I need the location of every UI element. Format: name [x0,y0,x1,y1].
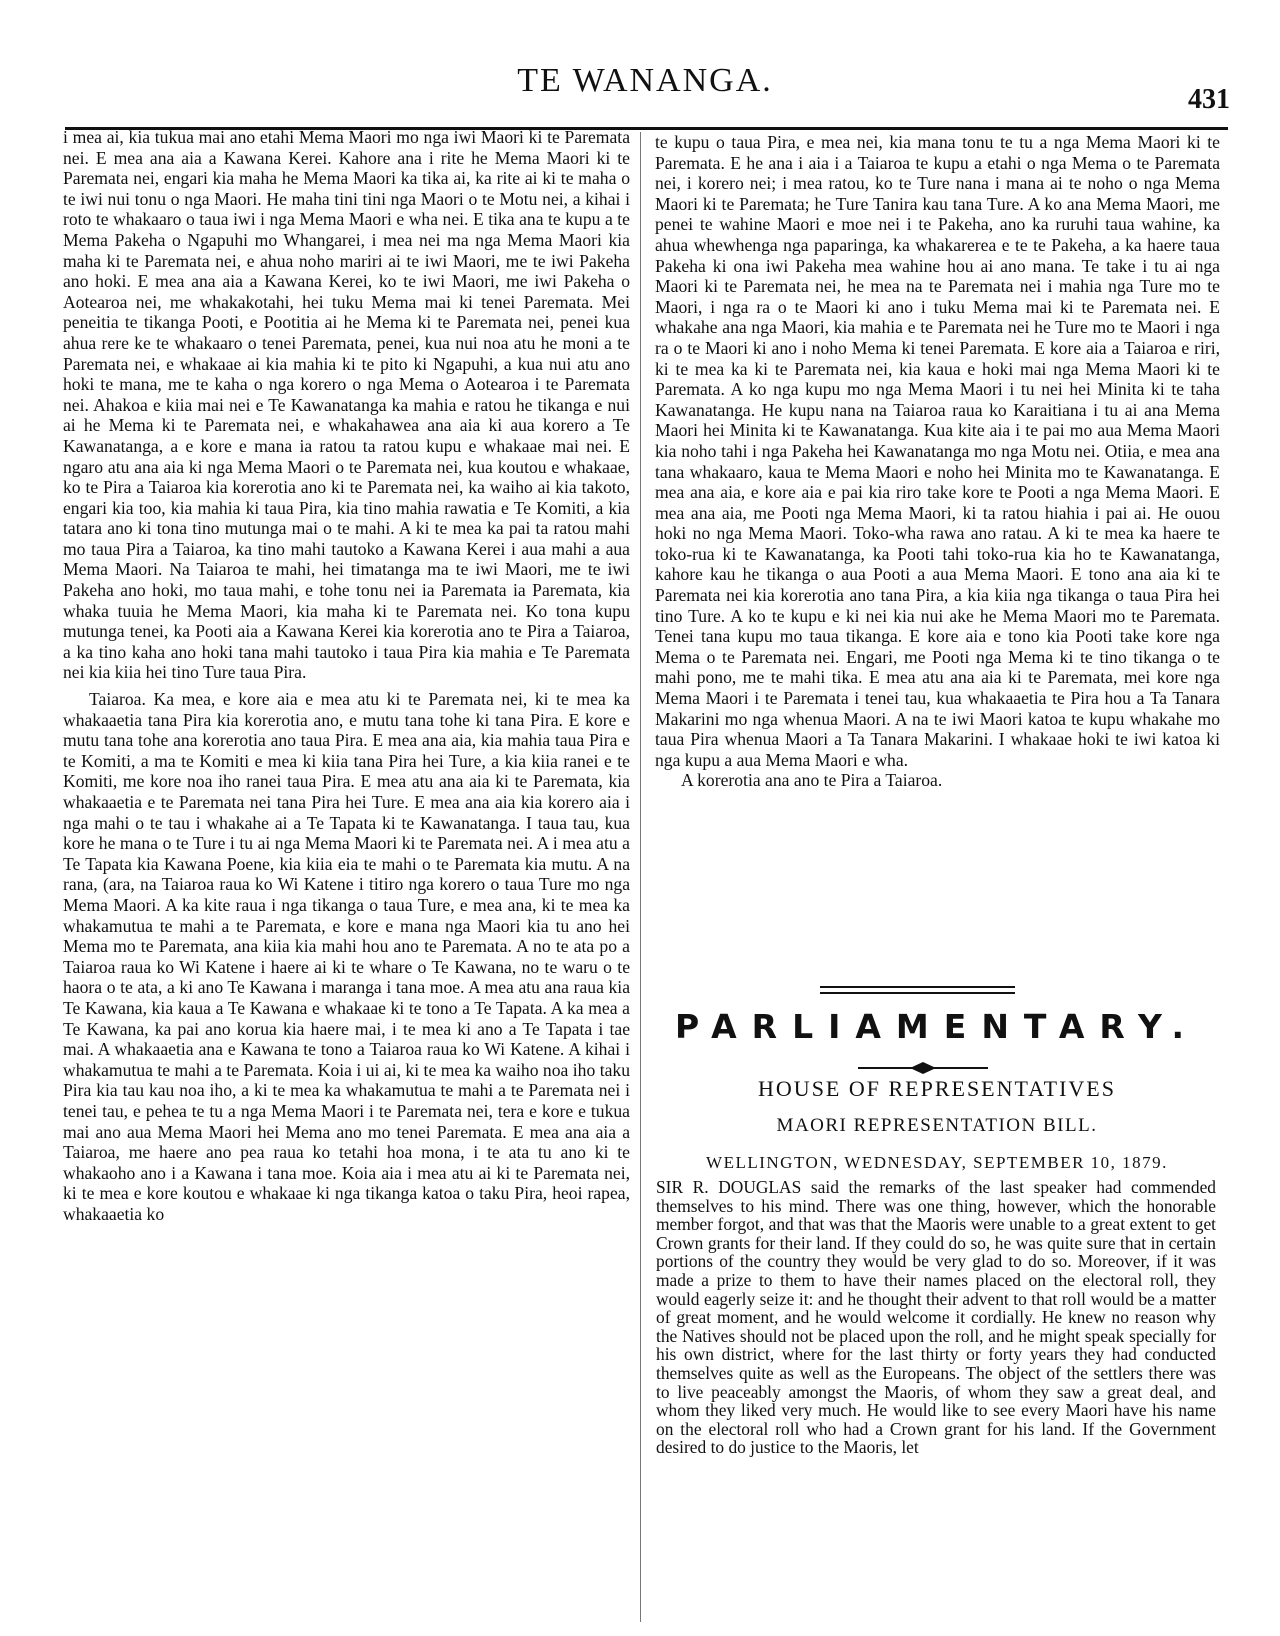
right-paragraph-1: te kupu o taua Pira, e mea nei, kia mana tonu te tu a nga Mema Maori ki te Paremata. E he ana i aia i a Taiaroa te kupu a etahi o nga Mema o te Paremata nei, i korero nei; i mea ratou, ko te Ture nana i mana ai te noho o nga Mema Maori ki te Paremata; he Ture Tanira kau tana Ture. A ko ana Mema Maori, me penei te wahine Maori e moe nei i te Pakeha, ano ka ruruhi taua wahine, ka ahua whewhenga nga paparinga, ka whakarerea e te te Pakeha, a ka haere taua Pakeha ki ona iwi Pakeha mea wahine hou ai ano mana. Te take i tu ai nga Maori ki te Paremata nei, he mea na te Paremata nei i mahia nga Ture mo te Maori, i nga ra o te Maori ki ano i tuku Mema mai ki te Paremata nei. E whakahe ana nga Maori, kia mahia e te Paremata nei he Ture mo te Maori i nga ra o te Maori ki ano i noho Mema ki tenei Paremata. E kore aia a Taiaroa e riri, ki te mea ka ki te Paremata nei, kia kaua e hoki mai nga Mema Maori ki te Paremata. A ko nga kupu mo nga Mema Maori i tu nei hei Minita ki te taha Kawanatanga. He kupu nana na Taiaroa raua ko Karaitiana i tu ai ana Mema Maori hei Minita ki te Kawanatanga. Kua kite aia i te pai mo aua Mema Maori kia noho tahi i nga Pakeha hei Kawanatanga mo nga Motu nei. Otiia, e mea ana tana whakaaro, kaua te Mema Maori e noho hei Minita mo te Kawanatanga. E mea ana aia, e kore aia e pai kia riro take kore te Pooti a nga Mema Maori. E mea ana aia, me Pooti nga Mema Maori, ki ta ratou hiahia i pai ai. He ouou hoki no nga Mema Maori. Toko-wha rawa ano ratau. A ki te mea ka haere te toko-rua ki te Kawanatanga, ka Pooti tahi toko-rua kia ho te Kawanatanga, kahore kau he tikanga o aua Pooti a aua Mema Maori. E tono ana aia ki te Paremata nei kia korerotia ano tana Pira, a kia kiia nga tikanga o taua Pira hei tino Ture. A ko te kupu e ki nei kia nui ake he Mema Maori mo te Paremata. Tenei tana kupu mo taua tikanga. E kore aia e tono kia Pooti take kore nga Mema o te Paremata nei. Engari, me Pooti nga Mema ki te tino tikanga o te mahi pono, me te mahi tika. E mea atu ana aia ki te Paremata, mei kore nga Mema Maori i te Paremata i tenei tau, kua whakaaetia te Pira hou a Ta Tanara Makarini mo nga whenua Maori. A na te iwi Maori katoa te kupu whakahe mo taua Pira whenua Maori a Ta Tanara Makarini. I whakaae hoki te iwi katoa ki nga kupu a aua Mema Maori e wha. [655,132,1220,770]
page-number: 431 [1188,84,1230,115]
ornament-divider [858,1060,988,1076]
dateline: WELLINGTON, WEDNESDAY, SEPTEMBER 10, 1879. [706,1153,1168,1172]
section-subheading: HOUSE OF REPRESENTATIVES [758,1076,1116,1101]
report-paragraph: SIR R. DOUGLAS said the remarks of the last speaker had commended themselves to his mind. There was one thing, however, which the honorable member forgot, and that was that the Maoris were unable to a great extent to get Crown grants for their land. If they could do so, he was quite sure that in certain portions of the country they would be very glad to do so. Moreover, if it was made a prize to them to have their names placed on the electoral roll, they would eagerly seize it: and he thought their advent to that roll would be a matter of great moment, and he would welcome it cordially. He knew no reason why the Natives should not be placed upon the roll, and he might speak specially for his own district, where for the last thirty or forty years they had conducted themselves quite as well as the Europeans. The object of the settlers there was to live peaceably amongst the Maoris, of whom they saw a great deal, and whom they liked very much. He would like to see every Maori have his name on the electoral roll who had a Crown grant for his land. If the Government desired to do justice to the Maoris, let [656,1177,1216,1458]
masthead [60,60,1230,120]
left-paragraph-1: i mea ai, kia tukua mai ano etahi Mema Maori mo nga iwi Maori ki te Paremata nei. E mea ana aia a Kawana Kerei. Kahore ana i rite he Mema Maori ki te Paremata nei, engari kia maha he Mema Maori ka tika ai, ka rite ai ki te maha o te iwi nui tonu o nga Maori. He maha tini tini nga Maori o te Motu nei, a kihai i roto te whakaaro o taua iwi i nga Mema Maori e wha nei. E tika ana te kupu a te Mema Pakeha o Ngapuhi mo Whangarei, i mea nei ma nga Mema Maori kia maha ki te Paremata nei, e ahua noho mariri ai te iwi Maori, me te iwi Pakeha ano hoki. E mea ana aia a Kawana Kerei, ko te iwi Maori, me iwi Pakeha o Aotearoa nei, me whakakotahi, hei tuku Mema mai ki tenei Paremata. Mei peneitia te tikanga Pooti, e Pootitia ai he Mema ki te Paremata nei, penei kua ahua rere ke te whakaaro o tenei Paremata, penei, kua nui noa atu he moni a te Paremata nei, e whakaae ai kia mahia ki te pito ki Ngapuhi, a kua nui atu ano hoki te mana, me te kaha o nga korero o nga Mema o Aotearoa i te Paremata nei. Ahakoa e kiia mai nei e Te Kawanatanga ka mahia e ratou he tikanga e nui ai he Mema ki te Paremata nei, e whakahawea ana aia ki aua korero a Te Kawanatanga, a e kore e mana ia ratou ta ratou kupu e whakaae mai nei. E ngaro atu ana aia ki nga Mema Maori o te Paremata nei, kua koutou e whakaae, ko te Pira a Taiaroa kia korerotia ano ki te Paremata nei, ka waiho ai kia takoto, engari kia too, kia mahia ki taua Pira, kia tino mahia rawatia e Te Komiti, a kia tatara ano ki tona tino mutunga mai o te mahi. A ki te mea ka pai ta ratou mahi mo taua Pira a Taiaroa, ka tino mahi tautoko a Kawana Kerei i aua mahi a aua Mema Maori. Na Taiaroa te mahi, hei timatanga ma te iwi Maori, me te iwi Pakeha ano hoki, mo taua mahi, e tohe tonu nei ia Paremata ia Paremata, kia whaka tuuia he Mema Maori, kia maha ki te Paremata nei. Ko tona kupu mutunga tenei, ka Pooti aia a Kawana Kerei kia korerotia ano te Pira a Taiaroa, a ka tino kaha ano hoki tana mahi tautoko i taua Pira kia mahia e Te Paremata nei kia kiia hei tino Ture taua Pira. [63,127,630,683]
newspaper-title: TE WANANGA. [517,62,773,99]
section-divider-top [820,986,1015,988]
section-divider-bottom [820,992,1015,994]
right-paragraph-2: A korerotia ana ano te Pira a Taiaroa. [681,770,943,791]
left-paragraph-2: Taiaroa. Ka mea, e kore aia e mea atu ki te Paremata nei, ki te mea ka whakaaetia tana Pira kia korerotia ano, e mutu tana tohe ki tana Pira. E kore e mutu tana tohe ana korerotia ano taua Pira. E mea ana aia, kia mahia taua Pira e te Komiti, a ma te Komiti e mea ki kiia tana Pira hei Ture, a kia kiia ranei e te Komiti, me kore noa iho ranei taua Pira. E mea atu ana aia ki te Paremata, kia whakaaetia e te Paremata nei tana Pira hei Ture. E mea ana aia kia korero aia i nga mahi o te tau i whakahe ai a Te Tapata ki te Kawanatanga. I taua tau, kua kore he mana o te Ture i tu ai nga Mema Maori ki te Paremata nei. A i mea atu a Te Tapata kia Kawana Poene, kia kiia eia te mahi o te Paremata kia mutu. A na rana, (ara, na Taiaroa raua ko Wi Katene i titiro nga korero o taua Ture mo nga Mema Maori. A ka kite raua i nga tikanga o taua Ture, e mea ana, ki te mea ka whakamutua te mahi a te Paremata, e kore e mana nga Maori kia tu ano hei Mema mo te Paremata, ana kiia kia mahi hou ano te Paremata. A no te ata po a Taiaroa raua ko Wi Katene i haere ai ki te whare o Te Kawana, no te waru o te haora o te ata, a ki ano Te Kawana i maranga i tana moe. A mea atu ana raua kia Te Kawana, kia kaua a Te Kawana e whakaae ki te tono a Te Tapata. A ka mea a Te Kawana, ka pai ano korua kia haere mai, i te mea ki ano a Te Tapata i tae mai. A whakaaetia ana e Kawana te tono a Taiaroa raua ko Wi Katene. A kihai i whakamutua te mahi a te Paremata. Koia i ui ai, ki te mea ka waiho noa iho taku Pira kia tau kau noa iho, a ki te mea ka whakamutua te mahi a te Paremata nei i tenei tau, e pehea te tu a nga Mema Maori i te Paremata nei, tera e kore e tukua mai ano aua Mema Maori hei Mema ano mo tenei Paremata. E mea ana aia a Taiaroa, me haere ano pea raua ko tetahi hoa mona, i te ata tu ano ki te whakaoho ano i a Kawana i tana moe. Koia aia i mea atu ai ki te Paremata nei, ki te mea e kore koutou e whakaae ki nga tikanga katoa o taku Pira, heoi rapea, whakaaetia ko [63,689,630,1224]
section-heading: PARLIAMENTARY. [674,1007,1199,1046]
right-column [655,132,1220,791]
column-divider [640,132,641,1622]
left-column [63,127,630,1627]
parliamentary-report [656,1178,1216,1457]
bill-title: MAORI REPRESENTATION BILL. [776,1115,1098,1136]
